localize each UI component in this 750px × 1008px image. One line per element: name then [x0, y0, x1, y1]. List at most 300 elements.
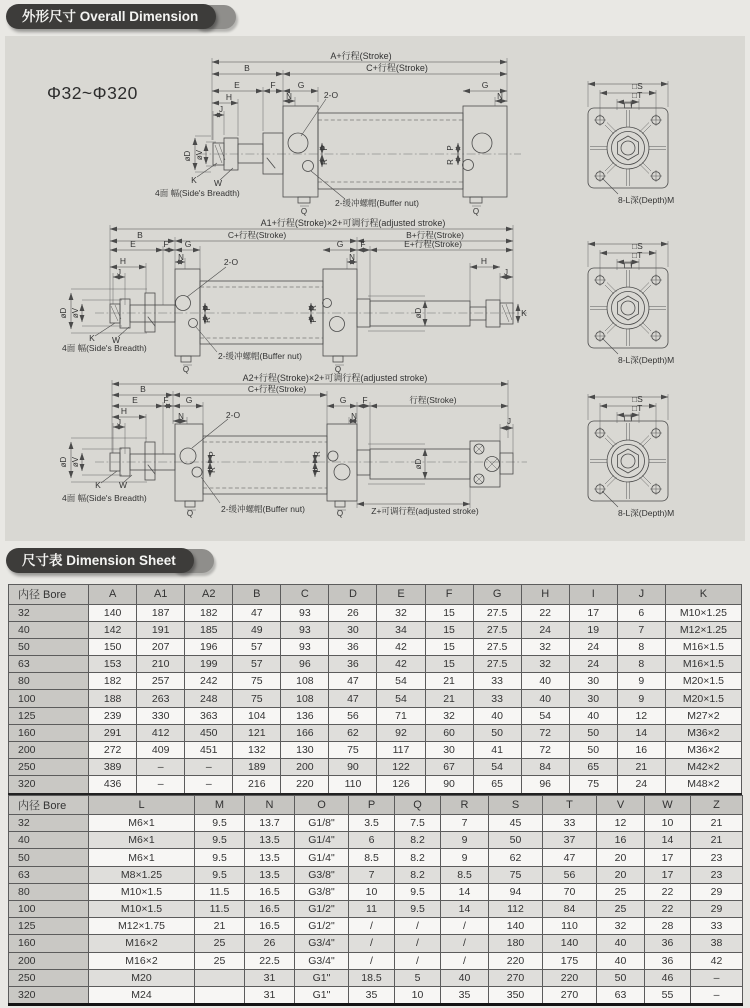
- dim-square-s: □S: [632, 241, 643, 251]
- table-row: [9, 935, 743, 952]
- dim-cell: 12: [597, 815, 645, 832]
- drawing-double-rod-cylinder: [59, 217, 527, 374]
- table-row: [9, 707, 742, 724]
- dim-header: F: [425, 585, 473, 605]
- dim-f: F: [163, 395, 169, 405]
- dim-cell: 96: [521, 776, 569, 794]
- dim-cell: 47: [543, 849, 597, 866]
- dim-cell: 47: [233, 604, 281, 621]
- dim-cell: 108: [281, 690, 329, 707]
- dim-cell: 40: [569, 707, 617, 724]
- dim-cell: 110: [329, 776, 377, 794]
- table-row: [9, 918, 743, 935]
- dim-cell: 24: [617, 776, 665, 794]
- dim-cell: /: [395, 918, 441, 935]
- dim-header: T: [543, 795, 597, 815]
- dim-header: H: [521, 585, 569, 605]
- dim-cell: 27.5: [473, 621, 521, 638]
- dim-g: G: [185, 395, 193, 405]
- port-callout: 2-O: [323, 90, 339, 100]
- dim-cell: 153: [89, 656, 137, 673]
- dim-cell: 75: [233, 673, 281, 690]
- dim-cell: G3/4": [295, 952, 349, 969]
- dim-square-t: □T: [632, 90, 643, 100]
- bore-header: 内径 Bore: [9, 585, 89, 605]
- bore-cell: 80: [9, 673, 89, 690]
- dim-w: W: [213, 178, 223, 188]
- dim-cell: 451: [185, 742, 233, 759]
- dim-cell: G1/4": [295, 832, 349, 849]
- table-row: [9, 986, 743, 1004]
- dim-i: I: [630, 98, 633, 109]
- dim-cell: 248: [185, 690, 233, 707]
- buffer-nut-label: 2-缓冲螺帽(Buffer nut): [221, 504, 305, 514]
- bore-cell: 200: [9, 742, 89, 759]
- dim-cell: 180: [489, 935, 543, 952]
- dim-cell: 15: [425, 638, 473, 655]
- dim-i: I: [630, 258, 633, 269]
- dim-cell: 15: [425, 604, 473, 621]
- dim-cell: 130: [281, 742, 329, 759]
- dim-cell: 117: [377, 742, 425, 759]
- dim-cell: 17: [645, 849, 691, 866]
- dim-a-stroke: A+行程(Stroke): [330, 51, 392, 61]
- flange-view-1: [588, 81, 674, 205]
- dim-cell: 8: [617, 656, 665, 673]
- dim-cell: 22: [521, 604, 569, 621]
- bore-cell: 32: [9, 815, 89, 832]
- dim-cell: 36: [329, 656, 377, 673]
- dim-cell: 57: [233, 638, 281, 655]
- dim-cell: 33: [691, 918, 743, 935]
- table-row: [9, 759, 742, 776]
- dim-cell: 11.5: [195, 901, 245, 918]
- dim-cell: 220: [281, 776, 329, 794]
- dim-header: A2: [185, 585, 233, 605]
- dim-cell: 21: [425, 673, 473, 690]
- dim-cell: 25: [195, 952, 245, 969]
- dim-cell: 272: [89, 742, 137, 759]
- dim-header: J: [617, 585, 665, 605]
- dim-n-right: N: [351, 412, 357, 421]
- dim-f-right: F: [362, 395, 368, 405]
- table-row: [9, 815, 743, 832]
- dim-cell: 30: [425, 742, 473, 759]
- dim-cell: 216: [233, 776, 281, 794]
- dim-cell: 25: [597, 901, 645, 918]
- section-title-dimension-sheet: 尺寸表 Dimension Sheet: [6, 548, 194, 573]
- dim-cell: 40: [473, 707, 521, 724]
- dim-cell: 34: [377, 621, 425, 638]
- dim-g: G: [184, 239, 192, 249]
- dim-cell: M36×2: [665, 742, 741, 759]
- dim-od-right: øD: [414, 307, 423, 319]
- dim-cell: 13.5: [245, 866, 295, 883]
- dim-square-s: □S: [632, 81, 643, 91]
- dim-r: R: [320, 159, 329, 165]
- dim-cell: M16×2: [89, 952, 195, 969]
- dim-b: B: [244, 63, 250, 73]
- dim-q-right: Q: [334, 365, 342, 374]
- table-row: [9, 849, 743, 866]
- dim-g-right: G: [481, 80, 489, 90]
- dim-cell: 132: [233, 742, 281, 759]
- dim-cell: M12×1.25: [665, 621, 741, 638]
- dim-cell: 207: [137, 638, 185, 655]
- table-row: [9, 638, 742, 655]
- dim-cell: 62: [329, 724, 377, 741]
- dim-cell: 33: [473, 673, 521, 690]
- dim-cell: 185: [185, 621, 233, 638]
- dim-cell: 30: [569, 673, 617, 690]
- dim-cell: 30: [569, 690, 617, 707]
- dim-q-right: Q: [472, 207, 480, 216]
- dim-e: E: [130, 239, 136, 249]
- port-callout: 2-O: [225, 410, 241, 420]
- dim-cell: G3/4": [295, 935, 349, 952]
- dim-p-right: P: [446, 145, 455, 151]
- dim-header: L: [89, 795, 195, 815]
- dim-cell: 7: [617, 621, 665, 638]
- dim-i: I: [630, 411, 633, 422]
- bolt-depth-label: 8-L深(Depth)M: [618, 355, 675, 365]
- table-row: [9, 883, 743, 900]
- dim-q: Q: [182, 365, 190, 374]
- dim-j: J: [219, 105, 223, 114]
- dim-cell: 8.5: [349, 849, 395, 866]
- dim-cell: 9.5: [395, 883, 441, 900]
- dim-p: P: [208, 451, 217, 457]
- dim-cell: 40: [521, 673, 569, 690]
- dim-cell: 47: [329, 690, 377, 707]
- dim-cell: M24: [89, 986, 195, 1004]
- dim-cell: 22: [645, 901, 691, 918]
- dim-cell: 14: [617, 724, 665, 741]
- dim-cell: 16: [597, 832, 645, 849]
- dim-cell: –: [185, 776, 233, 794]
- table-row: [9, 742, 742, 759]
- dim-cell: 196: [185, 638, 233, 655]
- side-breadth-label: 4面 幅(Side's Breadth): [62, 493, 147, 503]
- dim-cell: 14: [645, 832, 691, 849]
- dim-k: K: [95, 480, 101, 490]
- dim-cell: 31: [245, 969, 295, 986]
- dim-header: B: [233, 585, 281, 605]
- dim-cell: 57: [233, 656, 281, 673]
- dim-header: W: [645, 795, 691, 815]
- dim-cell: 389: [89, 759, 137, 776]
- dim-cell: 9: [441, 832, 489, 849]
- dim-cell: 24: [569, 656, 617, 673]
- drawing-panel: [5, 36, 745, 541]
- dim-cell: 27.5: [473, 656, 521, 673]
- dim-cell: 72: [521, 724, 569, 741]
- dim-cell: 31: [245, 986, 295, 1004]
- dim-cell: G3/8": [295, 883, 349, 900]
- dim-cell: 5: [395, 969, 441, 986]
- dim-header: S: [489, 795, 543, 815]
- dim-ov: øV: [71, 456, 80, 468]
- dim-square-t: □T: [632, 250, 643, 260]
- dim-cell: 21: [691, 832, 743, 849]
- dim-cell: 54: [521, 707, 569, 724]
- dim-cell: 9: [617, 690, 665, 707]
- dim-cell: 36: [645, 935, 691, 952]
- table-row: [9, 604, 742, 621]
- bore-cell: 200: [9, 952, 89, 969]
- dim-stroke: 行程(Stroke): [409, 395, 457, 405]
- dim-cell: M10×1.25: [665, 604, 741, 621]
- bore-cell: 160: [9, 935, 89, 952]
- dim-cell: M36×2: [665, 724, 741, 741]
- dim-cell: 62: [489, 849, 543, 866]
- dim-cell: 257: [137, 673, 185, 690]
- bore-cell: 40: [9, 621, 89, 638]
- dim-header: I: [569, 585, 617, 605]
- dim-cell: 21: [195, 918, 245, 935]
- dim-cell: 70: [543, 883, 597, 900]
- dim-cell: 182: [89, 673, 137, 690]
- bore-cell: 320: [9, 776, 89, 794]
- dim-b: B: [140, 384, 146, 394]
- technical-drawings: [5, 36, 745, 541]
- dim-cell: 13.7: [245, 815, 295, 832]
- dim-j-right: J: [507, 417, 511, 426]
- dim-cell: M48×2: [665, 776, 741, 794]
- dim-cell: 24: [521, 621, 569, 638]
- dim-a1-stroke: A1+行程(Stroke)×2+可调行程(adjusted stroke): [260, 218, 446, 228]
- dim-cell: 54: [377, 673, 425, 690]
- dim-cell: 9: [441, 849, 489, 866]
- dim-cell: 8.2: [395, 849, 441, 866]
- dim-cell: 93: [281, 604, 329, 621]
- dim-od: øD: [183, 150, 192, 162]
- bore-cell: 63: [9, 656, 89, 673]
- dim-cell: 40: [597, 952, 645, 969]
- dim-cell: 30: [329, 621, 377, 638]
- dim-cell: 94: [489, 883, 543, 900]
- dim-cell: 8.2: [395, 832, 441, 849]
- dim-cell: 8.5: [441, 866, 489, 883]
- bore-cell: 50: [9, 849, 89, 866]
- flange-view-2: [588, 241, 674, 365]
- dim-cell: 436: [89, 776, 137, 794]
- dim-cell: 56: [329, 707, 377, 724]
- bore-cell: 63: [9, 866, 89, 883]
- dim-cell: /: [441, 918, 489, 935]
- dim-cell: M27×2: [665, 707, 741, 724]
- dim-cell: G1": [295, 969, 349, 986]
- dim-q-right: Q: [336, 509, 344, 518]
- dim-cell: 46: [645, 969, 691, 986]
- dim-ov: øV: [195, 149, 204, 161]
- dimension-sheet: [8, 584, 742, 1006]
- dim-cell: 15: [425, 656, 473, 673]
- dim-w: W: [111, 335, 121, 345]
- dim-cell: 15: [425, 621, 473, 638]
- dim-cell: 10: [645, 815, 691, 832]
- dim-cell: 90: [329, 759, 377, 776]
- dim-cell: 26: [245, 935, 295, 952]
- dim-cell: 9.5: [195, 832, 245, 849]
- dim-cell: 23: [691, 866, 743, 883]
- dim-header: P: [349, 795, 395, 815]
- dim-header: O: [295, 795, 349, 815]
- dim-cell: 291: [89, 724, 137, 741]
- buffer-nut-label: 2-缓冲螺帽(Buffer nut): [335, 198, 419, 208]
- dim-cell: 220: [543, 969, 597, 986]
- table-row: [9, 901, 743, 918]
- dim-cell: 84: [543, 901, 597, 918]
- dim-cell: 126: [377, 776, 425, 794]
- dim-cell: 24: [569, 638, 617, 655]
- dim-square-t: □T: [632, 403, 643, 413]
- dim-cell: 188: [89, 690, 137, 707]
- bore-cell: 100: [9, 690, 89, 707]
- dim-p: P: [203, 305, 212, 311]
- dim-cell: /: [349, 918, 395, 935]
- dim-r-right: R: [309, 305, 318, 311]
- bore-cell: 125: [9, 918, 89, 935]
- dim-cell: 63: [597, 986, 645, 1004]
- bore-cell: 125: [9, 707, 89, 724]
- dim-cell: 67: [425, 759, 473, 776]
- table-row: [9, 866, 743, 883]
- dim-f: F: [163, 239, 169, 249]
- bolt-depth-label: 8-L深(Depth)M: [618, 508, 675, 518]
- dim-p-right: P: [309, 317, 318, 323]
- dim-cell: 40: [521, 690, 569, 707]
- bore-cell: 100: [9, 901, 89, 918]
- dim-cell: 75: [233, 690, 281, 707]
- dim-cell: 11: [349, 901, 395, 918]
- dim-cell: 23: [691, 849, 743, 866]
- dim-cell: 60: [425, 724, 473, 741]
- dim-cell: G1/4": [295, 849, 349, 866]
- dim-cell: 26: [329, 604, 377, 621]
- dim-cell: 28: [645, 918, 691, 935]
- dim-cell: –: [137, 776, 185, 794]
- dim-cell: 7: [441, 815, 489, 832]
- dim-cell: 3.5: [349, 815, 395, 832]
- dim-e-plus-stroke: E+行程(Stroke): [404, 239, 462, 249]
- dim-cell: M20: [89, 969, 195, 986]
- dim-cell: 189: [233, 759, 281, 776]
- dim-cell: 56: [543, 866, 597, 883]
- dim-cell: 7: [349, 866, 395, 883]
- dim-cell: 20: [597, 849, 645, 866]
- dim-cell: 38: [691, 935, 743, 952]
- dim-p-right: P: [313, 467, 322, 473]
- dim-header: R: [441, 795, 489, 815]
- dim-cell: 50: [569, 724, 617, 741]
- table-row: [9, 969, 743, 986]
- dim-cell: 242: [185, 673, 233, 690]
- dim-cell: 54: [377, 690, 425, 707]
- dim-cell: G3/8": [295, 866, 349, 883]
- dim-cell: 9.5: [395, 901, 441, 918]
- dim-cell: [195, 986, 245, 1004]
- dim-cell: 32: [597, 918, 645, 935]
- dim-cell: 25: [195, 935, 245, 952]
- dim-cell: M20×1.5: [665, 673, 741, 690]
- dim-cell: M6×1: [89, 832, 195, 849]
- dim-j: J: [117, 268, 121, 277]
- dim-j-right: J: [504, 268, 508, 277]
- dim-n: N: [286, 92, 292, 101]
- dim-cell: M6×1: [89, 815, 195, 832]
- dim-cell: 21: [425, 690, 473, 707]
- dim-cell: M16×1.5: [665, 656, 741, 673]
- dim-cell: 93: [281, 638, 329, 655]
- dim-cell: M10×1.5: [89, 901, 195, 918]
- dim-r-right: R: [446, 159, 455, 165]
- dim-cell: 45: [489, 815, 543, 832]
- bore-cell: 250: [9, 969, 89, 986]
- dim-cell: 121: [233, 724, 281, 741]
- dim-j: J: [117, 418, 121, 427]
- dim-header: N: [245, 795, 295, 815]
- table-row: [9, 656, 742, 673]
- dim-cell: /: [441, 952, 489, 969]
- dim-n-right: N: [349, 253, 355, 262]
- dim-cell: 8: [617, 638, 665, 655]
- dim-cell: /: [395, 952, 441, 969]
- dim-cell: 17: [645, 866, 691, 883]
- dim-cell: 42: [377, 638, 425, 655]
- dim-c-stroke: C+行程(Stroke): [366, 63, 428, 73]
- dim-k-right: K: [521, 308, 527, 318]
- dim-b: B: [137, 230, 143, 240]
- dim-cell: 239: [89, 707, 137, 724]
- table-row: [9, 724, 742, 741]
- dim-cell: 16.5: [245, 901, 295, 918]
- dim-cell: 140: [89, 604, 137, 621]
- dim-cell: 16.5: [245, 918, 295, 935]
- dim-cell: 110: [543, 918, 597, 935]
- dim-cell: 409: [137, 742, 185, 759]
- dim-cell: 93: [281, 621, 329, 638]
- bore-header: 内径 Bore: [9, 795, 89, 815]
- dim-cell: –: [137, 759, 185, 776]
- dim-cell: 11.5: [195, 883, 245, 900]
- side-breadth-label: 4面 幅(Side's Breadth): [155, 188, 240, 198]
- dim-cell: 65: [473, 776, 521, 794]
- dim-cell: 112: [489, 901, 543, 918]
- bore-cell: 250: [9, 759, 89, 776]
- dim-q: Q: [186, 509, 194, 518]
- drawing-basic-cylinder: [155, 50, 521, 216]
- dim-cell: G1/8": [295, 815, 349, 832]
- dim-cell: 140: [489, 918, 543, 935]
- dim-cell: 450: [185, 724, 233, 741]
- dim-cell: /: [395, 935, 441, 952]
- dim-cell: G1/2": [295, 918, 349, 935]
- dim-cell: 9: [617, 673, 665, 690]
- dim-cell: 263: [137, 690, 185, 707]
- dim-g: G: [297, 80, 305, 90]
- dim-cell: 17: [569, 604, 617, 621]
- side-breadth-label: 4面 幅(Side's Breadth): [62, 343, 147, 353]
- table-row: [9, 690, 742, 707]
- bore-cell: 320: [9, 986, 89, 1004]
- dim-cell: /: [349, 952, 395, 969]
- dim-cell: 330: [137, 707, 185, 724]
- dim-cell: M10×1.5: [89, 883, 195, 900]
- dim-cell: 49: [233, 621, 281, 638]
- dim-cell: 42: [691, 952, 743, 969]
- dim-cell: –: [185, 759, 233, 776]
